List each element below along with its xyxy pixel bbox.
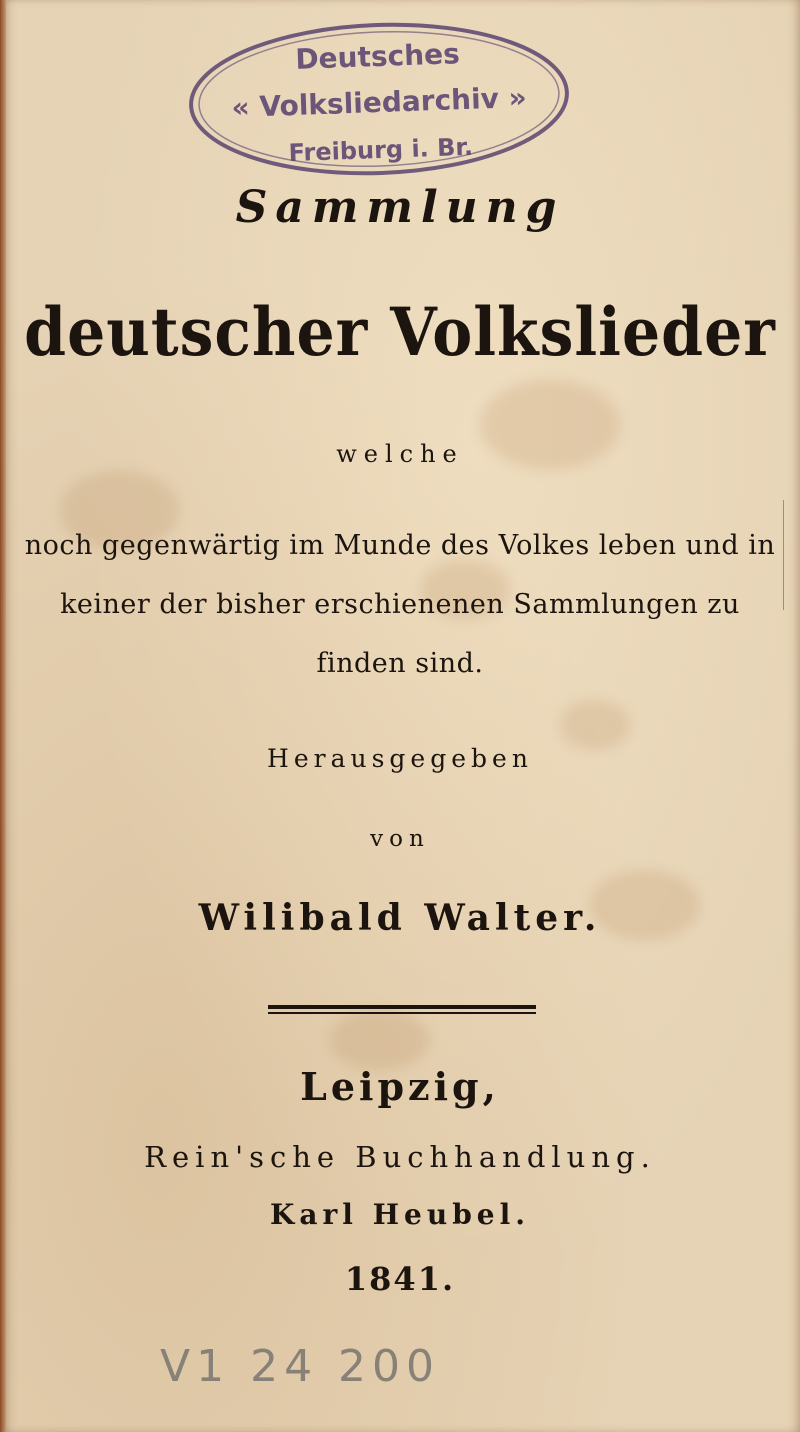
shelfmark-text: V1 24 200 [160,1341,441,1392]
pencil-shelfmark [150,1325,480,1405]
stamp-line-3: Freiburg i. Br. [288,132,474,168]
page-edge-mark [777,500,784,610]
imprint-year: 1841. [344,1260,456,1298]
divider-rule-thin [268,1012,536,1014]
title-line-1: Sammlung [235,182,565,233]
stamp-line-2: « Volksliedarchiv » [231,80,528,125]
foxing-stain [560,700,630,750]
description-line-3: finden sind. [316,648,484,679]
description-line-2: keiner der bisher erschienenen Sammlungen zu [60,589,740,620]
archive-stamp [183,13,574,184]
stamp-line-1: Deutsches [294,37,461,76]
foxing-stain [330,1010,430,1070]
imprint-publisher: Rein'sche Buchhandlung. [144,1140,656,1174]
divider-rule-thick [268,1005,536,1009]
title-line-2: deutscher Volkslieder [24,294,776,372]
imprint-city: Leipzig, [300,1064,500,1109]
imprint-owner: Karl Heubel. [269,1198,531,1231]
author-name: Wilibald Walter. [198,897,602,939]
herausgegeben-text: Herausgegeben [267,744,533,773]
description-line-1: noch gegenwärtig im Munde des Volkes leben und in [24,530,776,561]
von-text: von [370,826,430,852]
welche-text: welche [336,440,464,468]
